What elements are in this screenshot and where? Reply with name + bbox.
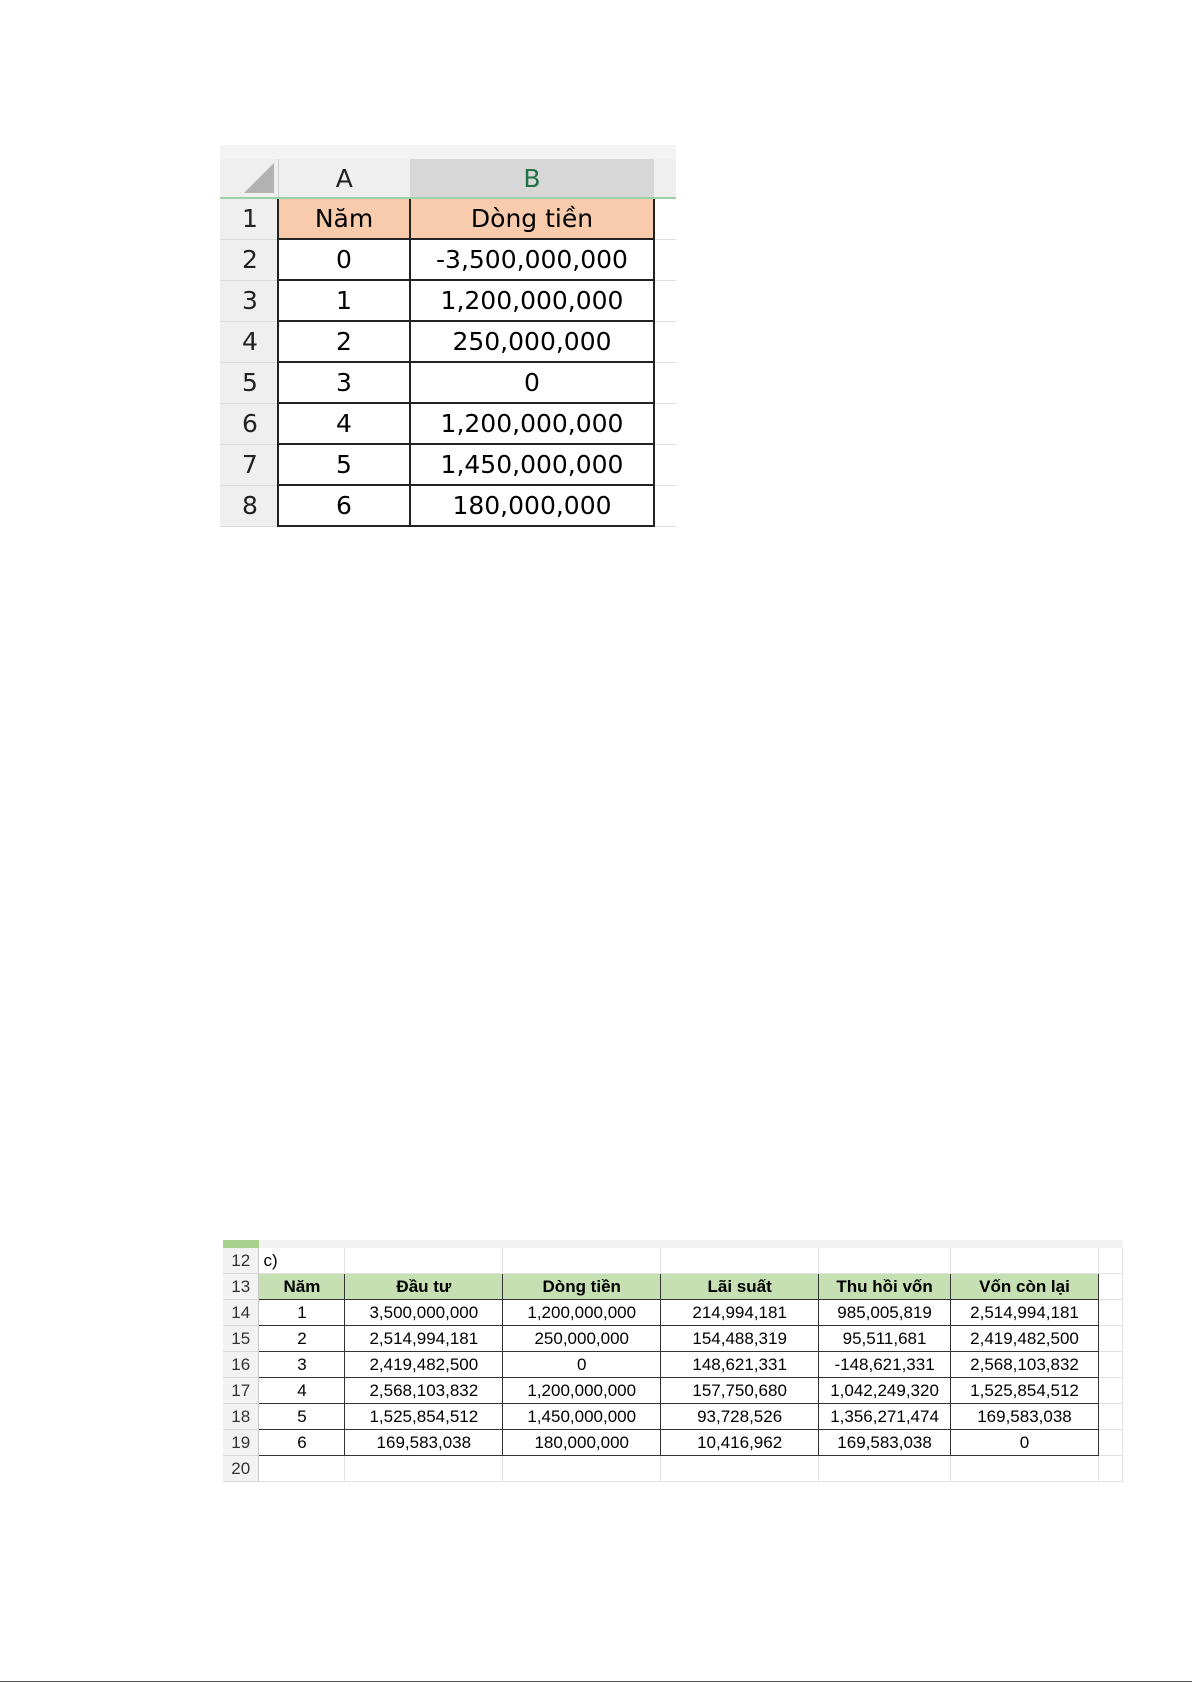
cell-capital-recovered[interactable]: 1,042,249,320 <box>819 1378 951 1404</box>
row-header[interactable]: 6 <box>220 403 278 444</box>
selected-row-marker <box>223 1240 259 1248</box>
select-all-triangle-icon <box>244 163 274 193</box>
empty-cell[interactable] <box>654 239 676 280</box>
cell-investment[interactable]: 2,514,994,181 <box>345 1326 503 1352</box>
table-row <box>223 1326 1123 1352</box>
cell-cash-flow[interactable]: 0 <box>503 1352 661 1378</box>
cell-header-cash-flow[interactable]: Dòng tiền <box>410 198 654 239</box>
cell-cash-flow[interactable]: 0 <box>410 362 654 403</box>
empty-cell[interactable] <box>1098 1352 1122 1378</box>
table-row <box>223 1404 1123 1430</box>
empty-cell[interactable] <box>259 1456 345 1482</box>
empty-cell[interactable] <box>819 1456 951 1482</box>
cell-cash-flow[interactable]: 1,200,000,000 <box>503 1378 661 1404</box>
row-header[interactable]: 20 <box>223 1456 259 1482</box>
empty-cell[interactable] <box>1098 1326 1122 1352</box>
spreadsheet-cash-flow <box>220 145 676 525</box>
empty-cell[interactable] <box>661 1456 819 1482</box>
table-row <box>220 403 676 444</box>
cell-year[interactable]: 3 <box>259 1352 345 1378</box>
cell-remaining-capital[interactable]: 2,419,482,500 <box>951 1326 1099 1352</box>
cell-investment[interactable]: 169,583,038 <box>345 1430 503 1456</box>
cell-investment[interactable]: 2,568,103,832 <box>345 1378 503 1404</box>
cell-year[interactable]: 1 <box>259 1300 345 1326</box>
sheet-top-strip <box>223 1240 1123 1248</box>
cell-interest[interactable]: 214,994,181 <box>661 1300 819 1326</box>
cell-year[interactable]: 4 <box>278 403 410 444</box>
cell-interest[interactable]: 154,488,319 <box>661 1326 819 1352</box>
header-remaining-capital[interactable]: Vốn còn lại <box>951 1274 1099 1300</box>
header-year[interactable]: Năm <box>259 1274 345 1300</box>
sheet-top-strip <box>220 145 676 159</box>
row-header[interactable]: 5 <box>220 362 278 403</box>
row-header[interactable]: 14 <box>223 1300 259 1326</box>
column-header-row <box>220 159 676 198</box>
cell-investment[interactable]: 1,525,854,512 <box>345 1404 503 1430</box>
cell-header-year[interactable]: Năm <box>278 198 410 239</box>
table-row <box>220 280 676 321</box>
cell-year[interactable]: 1 <box>278 280 410 321</box>
cell-year[interactable]: 3 <box>278 362 410 403</box>
empty-cell[interactable] <box>654 362 676 403</box>
empty-cell[interactable] <box>1098 1274 1122 1300</box>
row-header[interactable]: 12 <box>223 1248 259 1274</box>
header-cash-flow[interactable]: Dòng tiền <box>503 1274 661 1300</box>
cell-remaining-capital[interactable]: 2,514,994,181 <box>951 1300 1099 1326</box>
empty-cell[interactable] <box>503 1248 661 1274</box>
cash-flow-grid <box>220 159 676 527</box>
empty-cell[interactable] <box>1098 1300 1122 1326</box>
column-header-spare <box>654 159 676 198</box>
row-header[interactable]: 15 <box>223 1326 259 1352</box>
header-interest[interactable]: Lãi suất <box>661 1274 819 1300</box>
cell-cash-flow[interactable]: 250,000,000 <box>503 1326 661 1352</box>
empty-cell[interactable] <box>661 1248 819 1274</box>
row-header[interactable]: 7 <box>220 444 278 485</box>
empty-cell[interactable] <box>654 485 676 526</box>
cell-cash-flow[interactable]: 180,000,000 <box>410 485 654 526</box>
cell-interest[interactable]: 157,750,680 <box>661 1378 819 1404</box>
empty-cell[interactable] <box>951 1248 1099 1274</box>
cell-year[interactable]: 2 <box>259 1326 345 1352</box>
table-row <box>220 239 676 280</box>
empty-cell[interactable] <box>654 403 676 444</box>
header-capital-recovered[interactable]: Thu hồi vốn <box>819 1274 951 1300</box>
table-header-row <box>223 1274 1123 1300</box>
table-row <box>223 1456 1123 1482</box>
cell-year[interactable]: 5 <box>259 1404 345 1430</box>
section-label[interactable]: c) <box>259 1248 345 1274</box>
row-header[interactable]: 2 <box>220 239 278 280</box>
table-row <box>223 1430 1123 1456</box>
row-header[interactable]: 8 <box>220 485 278 526</box>
cell-cash-flow[interactable]: -3,500,000,000 <box>410 239 654 280</box>
cell-cash-flow[interactable]: 1,200,000,000 <box>503 1300 661 1326</box>
cell-year[interactable]: 4 <box>259 1378 345 1404</box>
cell-capital-recovered[interactable]: 985,005,819 <box>819 1300 951 1326</box>
row-header[interactable]: 18 <box>223 1404 259 1430</box>
row-header[interactable]: 13 <box>223 1274 259 1300</box>
cell-year[interactable]: 6 <box>259 1430 345 1456</box>
cell-remaining-capital[interactable]: 169,583,038 <box>951 1404 1099 1430</box>
cell-year[interactable]: 2 <box>278 321 410 362</box>
cell-year[interactable]: 5 <box>278 444 410 485</box>
cell-cash-flow[interactable]: 1,450,000,000 <box>503 1404 661 1430</box>
table-row <box>223 1248 1123 1274</box>
cell-cash-flow[interactable]: 1,200,000,000 <box>410 403 654 444</box>
cell-interest[interactable]: 10,416,962 <box>661 1430 819 1456</box>
empty-cell[interactable] <box>1098 1378 1122 1404</box>
cell-capital-recovered[interactable]: 1,356,271,474 <box>819 1404 951 1430</box>
spreadsheet-capital-recovery <box>223 1240 1123 1480</box>
cell-cash-flow[interactable]: 250,000,000 <box>410 321 654 362</box>
cell-cash-flow[interactable]: 1,200,000,000 <box>410 280 654 321</box>
cell-investment[interactable]: 2,419,482,500 <box>345 1352 503 1378</box>
row-header[interactable]: 17 <box>223 1378 259 1404</box>
empty-cell[interactable] <box>345 1248 503 1274</box>
cell-investment[interactable]: 3,500,000,000 <box>345 1300 503 1326</box>
empty-cell[interactable] <box>345 1456 503 1482</box>
table-row <box>223 1378 1123 1404</box>
empty-cell[interactable] <box>1098 1430 1122 1456</box>
empty-cell[interactable] <box>1098 1248 1122 1274</box>
table-row <box>223 1300 1123 1326</box>
empty-cell[interactable] <box>654 444 676 485</box>
capital-recovery-grid <box>223 1248 1123 1482</box>
table-row <box>220 362 676 403</box>
cell-interest[interactable]: 148,621,331 <box>661 1352 819 1378</box>
cell-capital-recovered[interactable]: 169,583,038 <box>819 1430 951 1456</box>
empty-cell[interactable] <box>654 280 676 321</box>
header-investment[interactable]: Đầu tư <box>345 1274 503 1300</box>
row-header[interactable]: 4 <box>220 321 278 362</box>
row-header[interactable]: 19 <box>223 1430 259 1456</box>
column-header-b[interactable]: B <box>410 159 654 198</box>
page-footer-rule <box>0 1681 1192 1682</box>
row-header[interactable]: 16 <box>223 1352 259 1378</box>
table-row <box>220 321 676 362</box>
empty-cell[interactable] <box>951 1456 1099 1482</box>
table-row <box>220 198 676 239</box>
cell-remaining-capital[interactable]: 1,525,854,512 <box>951 1378 1099 1404</box>
row-header[interactable]: 3 <box>220 280 278 321</box>
empty-cell[interactable] <box>503 1456 661 1482</box>
select-all-corner[interactable] <box>220 159 278 198</box>
cell-cash-flow[interactable]: 180,000,000 <box>503 1430 661 1456</box>
empty-cell[interactable] <box>1098 1456 1122 1482</box>
column-header-a[interactable]: A <box>278 159 410 198</box>
cell-capital-recovered[interactable]: -148,621,331 <box>819 1352 951 1378</box>
cell-remaining-capital[interactable]: 2,568,103,832 <box>951 1352 1099 1378</box>
cell-capital-recovered[interactable]: 95,511,681 <box>819 1326 951 1352</box>
empty-cell[interactable] <box>1098 1404 1122 1430</box>
cell-year[interactable]: 6 <box>278 485 410 526</box>
empty-cell[interactable] <box>819 1248 951 1274</box>
cell-remaining-capital[interactable]: 0 <box>951 1430 1099 1456</box>
cell-cash-flow[interactable]: 1,450,000,000 <box>410 444 654 485</box>
empty-cell[interactable] <box>654 198 676 239</box>
table-row <box>220 444 676 485</box>
cell-interest[interactable]: 93,728,526 <box>661 1404 819 1430</box>
row-header[interactable]: 1 <box>220 198 278 239</box>
table-row <box>220 485 676 526</box>
empty-cell[interactable] <box>654 321 676 362</box>
cell-year[interactable]: 0 <box>278 239 410 280</box>
table-row <box>223 1352 1123 1378</box>
